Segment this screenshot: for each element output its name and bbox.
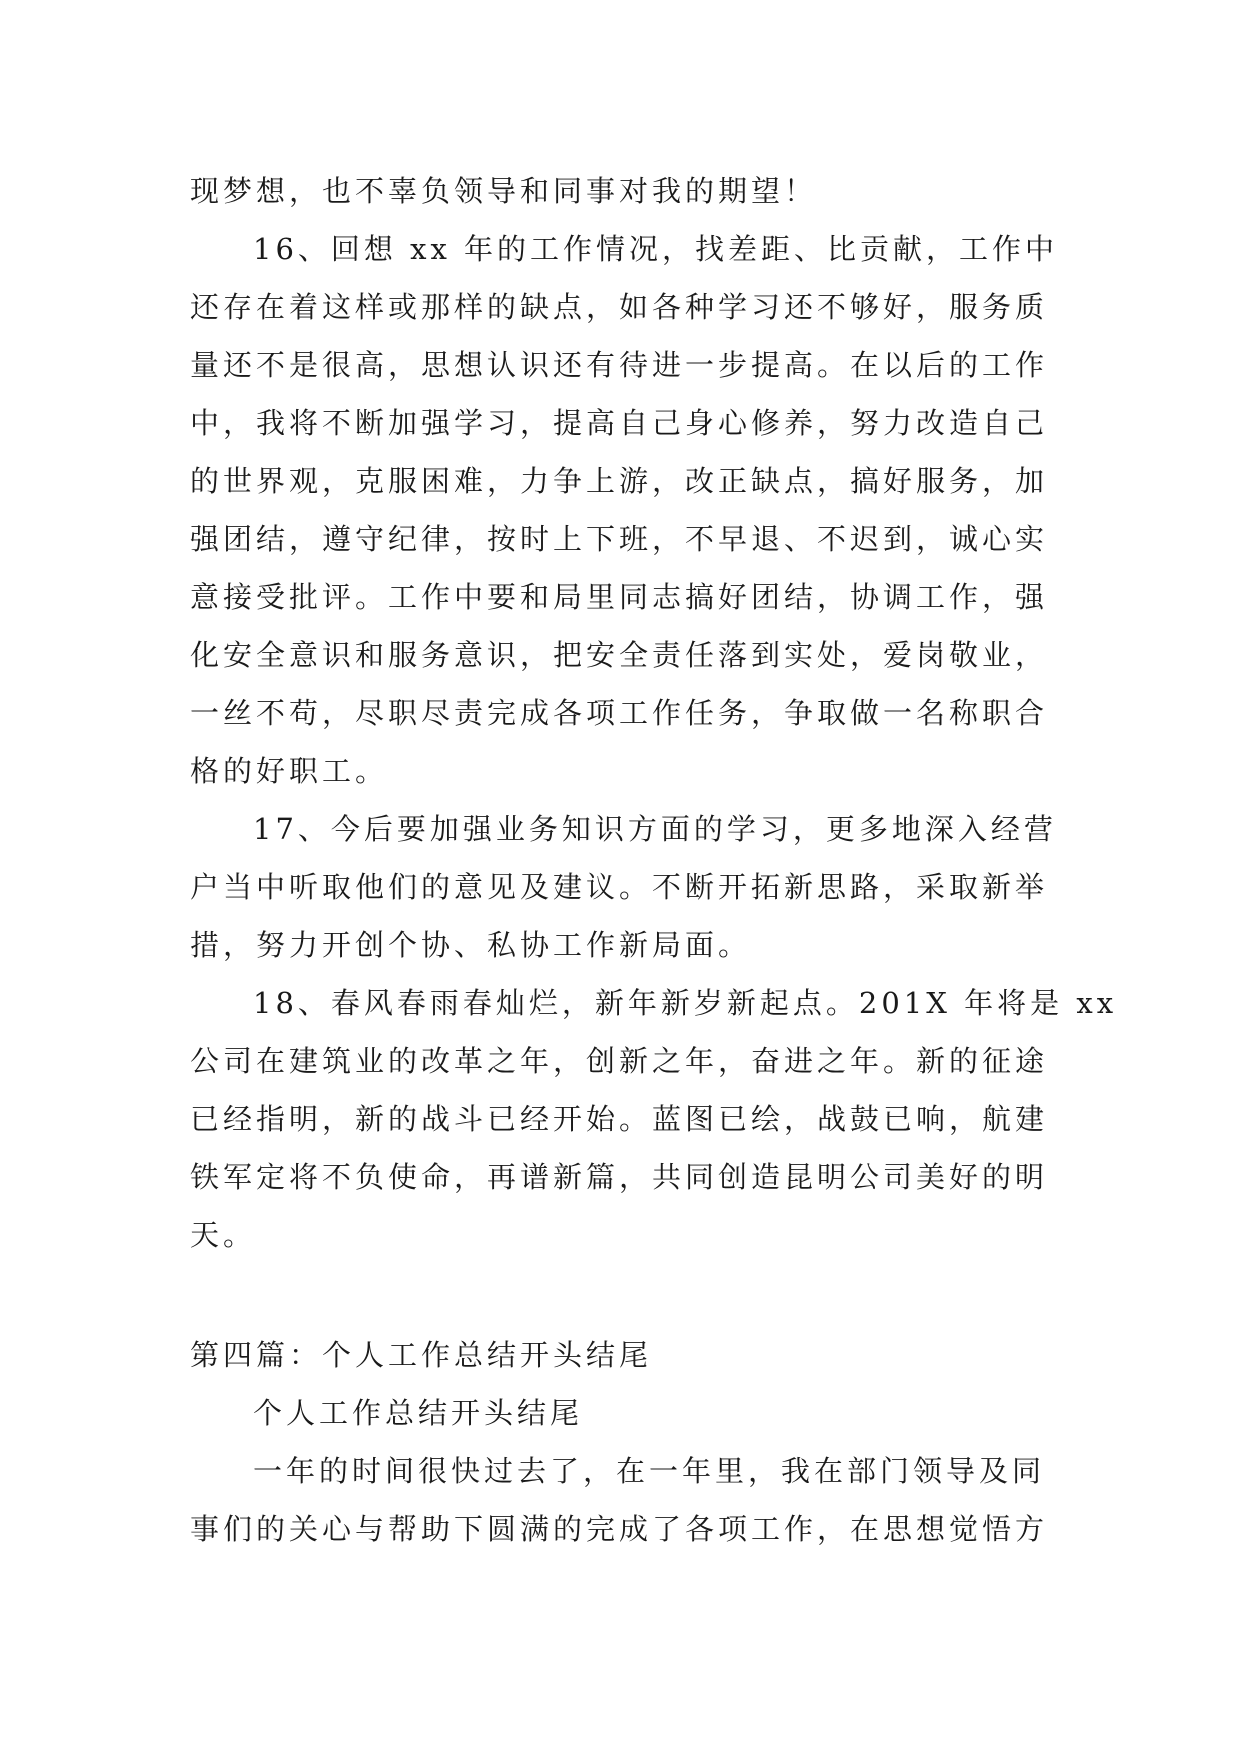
text-line: 现梦想，也不辜负领导和同事对我的期望！ (190, 174, 818, 208)
text-line: 一丝不苟，尽职尽责完成各项工作任务，争取做一名称职合 (190, 696, 1049, 730)
text-line: 还存在着这样或那样的缺点，如各种学习还不够好，服务质 (190, 290, 1049, 324)
text-line: 户当中听取他们的意见及建议。不断开拓新思路，采取新举 (190, 870, 1049, 904)
text-line: 17、今后要加强业务知识方面的学习，更多地深入经营 (253, 812, 1057, 846)
document-page (190, 162, 1118, 1558)
text-line: 18、春风春雨春灿烂，新年新岁新起点。201X 年将是 xx (253, 986, 1118, 1020)
text-line: 的世界观，克服困难，力争上游，改正缺点，搞好服务，加 (190, 464, 1049, 498)
text-line: 16、回想 xx 年的工作情况，找差距、比贡献，工作中 (253, 232, 1059, 266)
section-heading: 第四篇：个人工作总结开头结尾 (190, 1338, 653, 1372)
text-line: 铁军定将不负使命，再谱新篇，共同创造昆明公司美好的明 (190, 1160, 1049, 1194)
text-line: 事们的关心与帮助下圆满的完成了各项工作，在思想觉悟方 (190, 1512, 1049, 1546)
text-line: 量还不是很高，思想认识还有待进一步提高。在以后的工作 (190, 348, 1049, 382)
text-line: 意接受批评。工作中要和局里同志搞好团结，协调工作，强 (190, 580, 1049, 614)
text-line: 措，努力开创个协、私协工作新局面。 (190, 928, 752, 962)
text-line: 已经指明，新的战斗已经开始。蓝图已绘，战鼓已响，航建 (190, 1102, 1049, 1136)
section-subtitle: 个人工作总结开头结尾 (253, 1396, 584, 1430)
text-line: 公司在建筑业的改革之年，创新之年，奋进之年。新的征途 (190, 1044, 1049, 1078)
text-line: 天。 (190, 1218, 257, 1252)
text-line: 化安全意识和服务意识，把安全责任落到实处，爱岗敬业， (190, 638, 1049, 672)
section-gap (190, 1264, 1070, 1326)
text-line: 强团结，遵守纪律，按时上下班，不早退、不迟到，诚心实 (190, 522, 1049, 556)
text-line: 格的好职工。 (190, 754, 389, 788)
text-line: 一年的时间很快过去了，在一年里，我在部门领导及同 (253, 1454, 1046, 1488)
text-line: 中，我将不断加强学习，提高自己身心修养，努力改造自己 (190, 406, 1049, 440)
